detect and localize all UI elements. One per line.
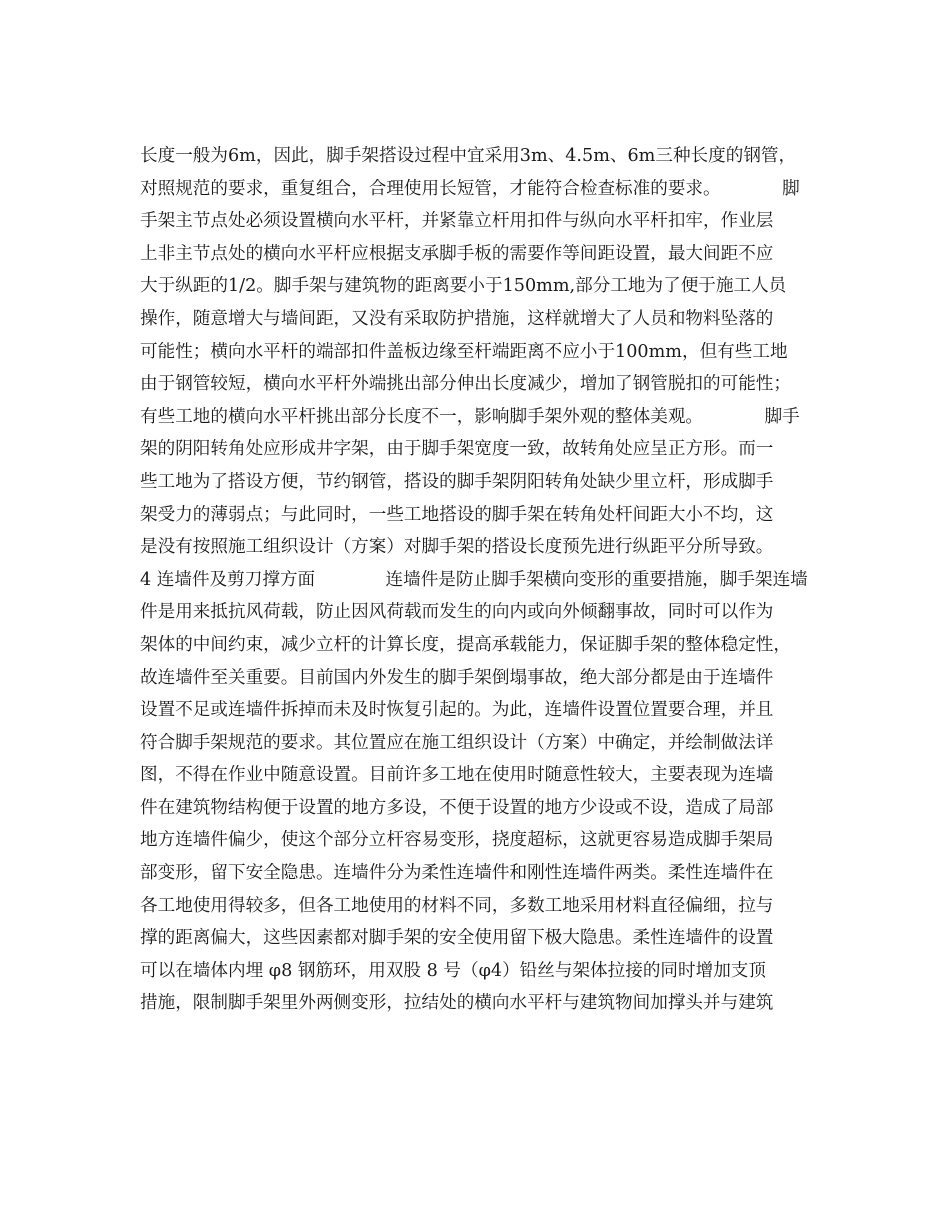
body-text (140, 140, 830, 1020)
text-line: 手架主节点处必须设置横向水平杆，并紧靠立杆用扣件与纵向水平杆扣牢，作业层 (140, 211, 774, 232)
text-line: 可以在墙体内埋 φ8 钢筋环，用双股 8 号（φ4）铅丝与架体拉接的同时增加支顶 (140, 960, 766, 981)
text-line: 是没有按照施工组织设计（方案）对脚手架的搭设长度预先进行纵距平分所导致。 (140, 537, 774, 558)
text-line: 图，不得在作业中随意设置。目前许多工地在使用时随意性较大，主要表现为连墙 (140, 765, 774, 786)
text-line: 些工地为了搭设方便，节约钢管，搭设的脚手架阴阳转角处缺少里立杆，形成脚手 (140, 471, 774, 492)
text-line: 可能性；横向水平杆的端部扣件盖板边缘至杆端距离不应小于100mm，但有些工地 (140, 341, 788, 362)
text-line: 长度一般为6m，因此，脚手架搭设过程中宜采用3m、4.5m、6m三种长度的钢管， (140, 146, 797, 166)
text-line: 件在建筑物结构便于设置的地方多设，不便于设置的地方少设或不设，造成了局部 (140, 797, 774, 818)
text-line: 部变形，留下安全隐患。连墙件分为柔性连墙件和刚性连墙件两类。柔性连墙件在 (140, 863, 774, 884)
text-line: 架体的中间约束，减少立杆的计算长度，提高承载能力，保证脚手架的整体稳定性， (140, 634, 791, 655)
text-line: 由于钢管较短，横向水平杆外端挑出部分伸出长度减少，增加了钢管脱扣的可能性； (140, 374, 791, 395)
text-line: 撑的距离偏大，这些因素都对脚手架的安全使用留下极大隐患。柔性连墙件的设置 (140, 928, 774, 949)
text-line: 架受力的薄弱点；与此同时，一些工地搭设的脚手架在转角处杆间距大小不均，这 (140, 504, 774, 525)
text-line: 符合脚手架规范的要求。其位置应在施工组织设计（方案）中确定，并绘制做法详 (140, 732, 774, 753)
text-line: 设置不足或连墙件拆掉而未及时恢复引起的。为此，连墙件设置位置要合理，并且 (140, 700, 774, 721)
section-heading-line: 4 连墙件及剪刀撑方面 连墙件是防止脚手架横向变形的重要措施，脚手架连墙 (140, 569, 808, 590)
text-line: 有些工地的横向水平杆挑出部分长度不一，影响脚手架外观的整体美观。 脚手 (140, 406, 800, 427)
text-line: 架的阴阳转角处应形成井字架，由于脚手架宽度一致，故转角处应呈正方形。而一 (140, 439, 774, 460)
text-line: 各工地使用得较多，但各工地使用的材料不同，多数工地采用材料直径偏细，拉与 (140, 895, 774, 916)
text-line: 措施，限制脚手架里外两侧变形，拉结处的横向水平杆与建筑物间加撑头并与建筑 (140, 993, 774, 1014)
text-line: 上非主节点处的横向水平杆应根据支承脚手板的需要作等间距设置，最大间距不应 (140, 243, 774, 264)
text-line: 故连墙件至关重要。目前国内外发生的脚手架倒塌事故，绝大部分都是由于连墙件 (140, 667, 774, 688)
text-line: 操作，随意增大与墙间距，又没有采取防护措施，这样就增大了人员和物料坠落的 (140, 308, 774, 329)
text-line: 对照规范的要求，重复组合，合理使用长短管，才能符合检查标准的要求。 脚 (140, 178, 800, 199)
text-line: 大于纵距的1/2。脚手架与建筑物的距离要小于150mm,部分工地为了便于施工人员 (140, 276, 787, 297)
text-line: 地方连墙件偏少，使这个部分立杆容易变形，挠度超标，这就更容易造成脚手架局 (140, 830, 774, 851)
text-line: 件是用来抵抗风荷载，防止因风荷载而发生的向内或向外倾翻事故，同时可以作为 (140, 602, 774, 623)
